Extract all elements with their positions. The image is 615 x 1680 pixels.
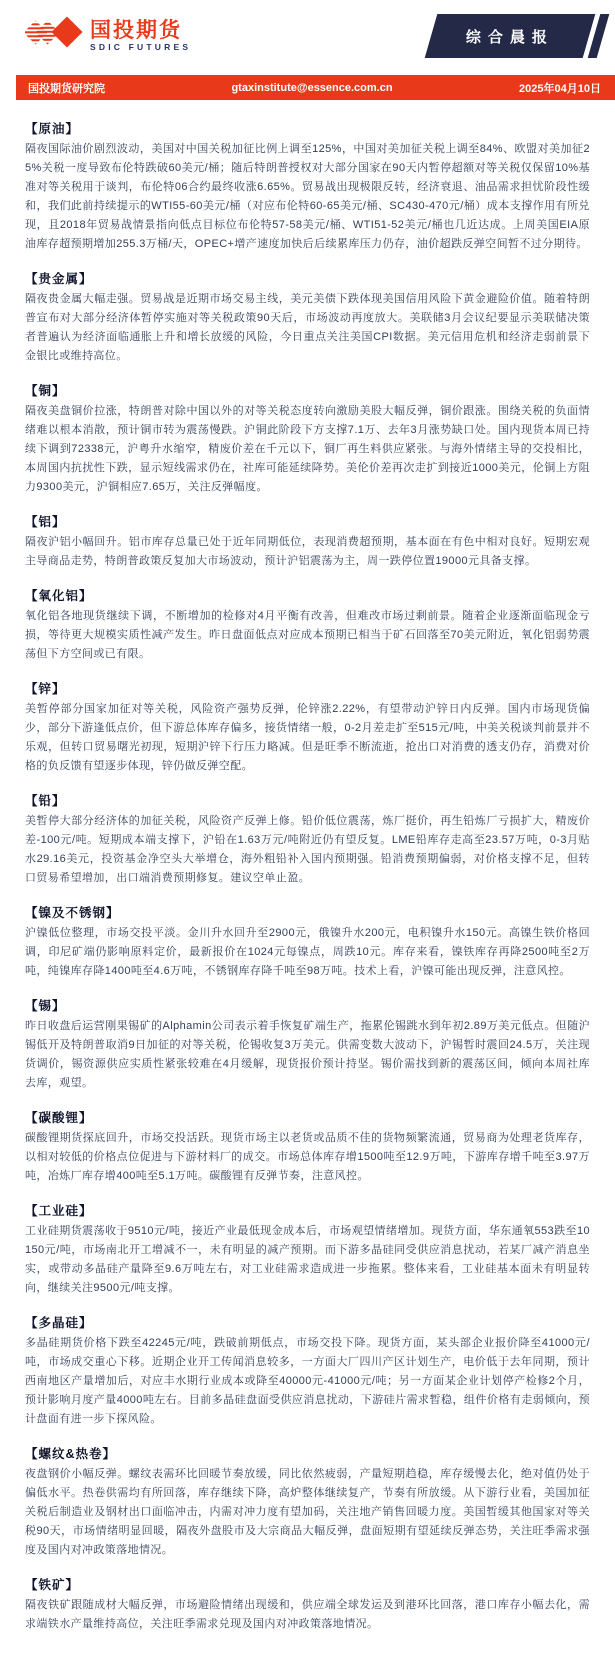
section-body: 沪镍低位整理，市场交投平淡。金川升水回升至2900元，俄镍升水200元，电积镍升水150元。高镍生铁价格回调，印尼矿端仍影响原料定价，最新报价在1024元每镍点，周跌10元。库存来看，镍铁库存再降2500吨至2万吨，纯镍库存降1400吨至4.6万吨，不锈钢库存降千吨至98万吨。技术上看，沪镍可能出现反弹，注意风控。 (25, 927, 590, 977)
logo-name-en: SDIC FUTURES (90, 41, 192, 52)
section-title: 【原油】 (25, 122, 80, 136)
section-body: 工业硅期货震荡收于9510元/吨，接近产业最低现金成本后，市场观望情绪增加。现货方面，华东通氧553跌至10150元/吨，市场南北开工增减不一，未有明显的减产预期。而下游多晶硅同受供应消息扰动，若某厂减产消息坐实，或带动多晶硅产量降至9.6万吨左右，对工业硅需求造成进一步拖累。整体来看，工业硅基本面未有明显转向，继续关注9500元/吨支撑。 (25, 1225, 590, 1294)
section-title: 【锌】 (25, 682, 66, 696)
section-body: 隔夜沪铝小幅回升。铝市库存总量已处于近年同期低位，表现消费超预期，基本面在有色中相对良好。短期宏观主导商品走势，特朗普政策反复加大市场波动，预计沪铝震荡为主，周一跌停位置19000元具备支撑。 (25, 536, 590, 567)
badge-parallelogram (425, 14, 596, 58)
section-title: 【铁矿】 (25, 1578, 80, 1592)
report-section (25, 1108, 590, 1186)
logo-text (90, 20, 191, 52)
section-body: 碳酸锂期货探底回升，市场交投活跃。现货市场主以老货或品质不佳的货物频繁流通，贸易商为处理老货库存，以相对较低的价格点位促进与下游材料厂的成交。市场总体库存增1500吨至12.9万吨，下游库存增千吨至3.97万吨，冶炼厂库存增400吨至5.1万吨。碳酸锂有反弹节奏，注意风控。 (25, 1132, 590, 1182)
section-title: 【碳酸锂】 (25, 1111, 93, 1125)
section-body: 隔夜美盘铜价拉涨，特朗普对除中国以外的对等关税态度转向激励美股大幅反弹，铜价跟涨。围绕关税的负面情绪难以根本消散，预计铜市转为震荡慢跌。沪铜此阶段下方支撑7.1万、去年3月涨势缺口处。国内现货本周已持续下调到72338元，沪粤升水缩窄，精废价差在千元以下，铜厂再生料供应紧张。与海外情绪主导的交投相比，本周国内抗扰性下跌，显示短线需求仍在，社库可能延续降势。美伦价差再次走扩到接近1000美元，伦铜上方阻力9300美元，沪铜相应7.65万，关注反弹幅度。 (25, 405, 590, 493)
section-body: 美暂停部分国家加征对等关税，风险资产强势反弹，伦锌涨2.22%，有望带动沪锌日内反弹。国内市场现货偏少，部分下游逢低点价，但下游总体库存偏多，接货情绪一般，0-2月差走扩至515元/吨，中美关税谈判前景并不乐观，但转口贸易曙光初现，短期沪锌下行压力略减。但是旺季不断流逝，抢出口对消费的透支仍存，消费对价格的负反馈有望逐步体现，锌仍做反弹空配。 (25, 703, 590, 772)
report-section (25, 679, 590, 776)
institute-name: 国投期货研究院 (28, 82, 105, 95)
badge-label: 综合晨报 (465, 28, 554, 46)
report-section (25, 512, 590, 571)
section-body: 多晶硅期货价格下跌至42245元/吨，跌破前期低点，市场交投下降。现货方面，某头部企业报价降至41000元/吨，市场成交重心下移。近期企业开工传闻消息较多，一方面大厂四川产区计划生产，电价低于去年同期，预计西南地区产量增加后，对应丰水期行业成本或降至40000元-41000元/吨；另一方面某企业计划停产检修2个月，预计影响月度产量4000吨左右。目前多晶硅盘面受供应消息扰动，下游硅片需求暂稳，组件价格有走弱倾向，预计盘面有进一步下探风险。 (25, 1337, 590, 1425)
info-bar (16, 75, 615, 100)
section-body: 氧化铝各地现货继续下调，不断增加的检修对4月平衡有改善，但难改市场过剩前景。随着企业逐渐面临现金亏损，等待更大规模实质性减产发生。昨日盘面低点对应成本预期已相当于矿石回落至70美元附近，氧化铝弱势震荡但下方空间或已有限。 (25, 610, 590, 660)
section-title: 【铜】 (25, 384, 66, 398)
report-section (25, 381, 590, 497)
report-section (25, 586, 590, 664)
report-section (25, 1444, 590, 1560)
section-body: 昨日收盘后运营刚果锡矿的Alphamin公司表示着手恢复矿端生产，拖累伦锡跳水到年初2.89万美元低点。但随沪锡低开及特朗普取消9日加征的对等关税，伦锡收复3万美元。供需变数大波动下，沪锡暂时震回24.5万，关注现货调价，锡资源供应实质性紧张较难在4月缓解，现货报价预计持坚。锡价需找到新的震荡区间，倾向本周社库去库，观望。 (25, 1020, 590, 1089)
section-title: 【铝】 (25, 515, 66, 529)
section-body: 美暂停大部分经济体的加征关税，风险资产反弹上修。铅价低位震荡，炼厂挺价，再生铅炼厂亏损扩大，精废价差-100元/吨。短期成本端支撑下，沪铅在1.63万元/吨附近仍有望反复。LME铅库存走高至23.57万吨，0-3月贴水29.16美元，投资基金净空头大举增仓，海外粗铅补入国内预期强。铅消费预期偏弱，对价格支撑不足，但转口贸易希望增加，出口端消费预期修复。建议空单止盈。 (25, 815, 590, 884)
section-body: 隔夜国际油价剧烈波动，美国对中国关税加征比例上调至125%，中国对美加征关税上调至84%、欧盟对美加征25%关税一度导致布伦特跌破60美元/桶；随后特朗普授权对大部分国家在90天内暂停超额对等关税仅保留10%基准对等关税用于谈判，布伦特06合约最终收涨6.65%。贸易战出现极限反转，经济衰退、油品需求担忧阶段性缓和，我们此前持续提示的WTI55-60美元/桶（对应布伦特60-65美元/桶、SC430-470元/桶）成本支撑作用有所兑现，且2018年贸易战情景指向低点目标位布伦特57-58美元/桶、WTI51-52美元/桶也几近达成。上周美国EIA原油库存超预期增加255.3万桶/天，OPEC+增产速度加快后后续累库压力仍存，油价超跌反弹空间暂不过分期待。 (25, 143, 590, 250)
section-title: 【铅】 (25, 794, 66, 808)
report-type-badge (431, 14, 603, 58)
report-section (25, 269, 590, 366)
section-title: 【锡】 (25, 999, 66, 1013)
report-sections (0, 100, 615, 1634)
report-section (25, 119, 590, 254)
section-title: 【贵金属】 (25, 272, 93, 286)
logo-name-cn: 国投期货 (90, 18, 182, 42)
report-date: 2025年04月10日 (519, 82, 601, 95)
section-title: 【镍及不锈钢】 (25, 906, 120, 920)
report-section (25, 1313, 590, 1429)
section-title: 【螺纹&热卷】 (25, 1447, 117, 1461)
report-section (25, 996, 590, 1093)
section-body: 隔夜铁矿跟随成材大幅反弹，市场避险情绪出现缓和，供应端全球发运及到港环比回落，港口库存小幅去化，需求端铁水产量维持高位，关注旺季需求兑现及国内对冲政策落地情况。 (25, 1599, 590, 1630)
section-title: 【工业硅】 (25, 1204, 93, 1218)
report-section (25, 1201, 590, 1298)
report-section (25, 791, 590, 888)
contact-email: gtaxinstitute@essence.com.cn (231, 81, 393, 94)
report-section (25, 903, 590, 981)
section-title: 【多晶硅】 (25, 1316, 93, 1330)
logo-diamond-icon (25, 13, 83, 58)
report-section (25, 1575, 590, 1634)
company-logo (25, 13, 191, 58)
section-body: 夜盘钢价小幅反弹。螺纹表需环比回暖节奏放缓，同比依然疲弱，产量短期趋稳，库存缓慢去化，绝对值仍处于偏低水平。热卷供需均有所回落，库存继续下降，高炉整体继续复产，节奏有所放缓。从下游行业看，美国加征关税后制造业及钢材出口面临冲击，内需对冲力度有望加码，关注地产销售回暖力度。美国暂缓其他国家对等关税90天，市场情绪明显回暖，隔夜外盘股市及大宗商品大幅反弹，盘面短期有望延续反弹态势，关注旺季需求强度及国内对冲政策落地情况。 (25, 1468, 590, 1556)
section-title: 【氧化铝】 (25, 589, 93, 603)
section-body: 隔夜贵金属大幅走强。贸易战是近期市场交易主线，美元美债下跌体现美国信用风险下黄金避险价值。随着特朗普宣布对大部分经济体暂停实施对等关税政策90天后，市场波动再度放大。美联储3月会议纪要显示美联储决策者普遍认为经济面临通胀上升和增长放缓的风险，今日重点关注美国CPI数据。美元信用危机和经济走弱前景下金银比或维持高位。 (25, 293, 590, 362)
page-header (0, 0, 615, 65)
